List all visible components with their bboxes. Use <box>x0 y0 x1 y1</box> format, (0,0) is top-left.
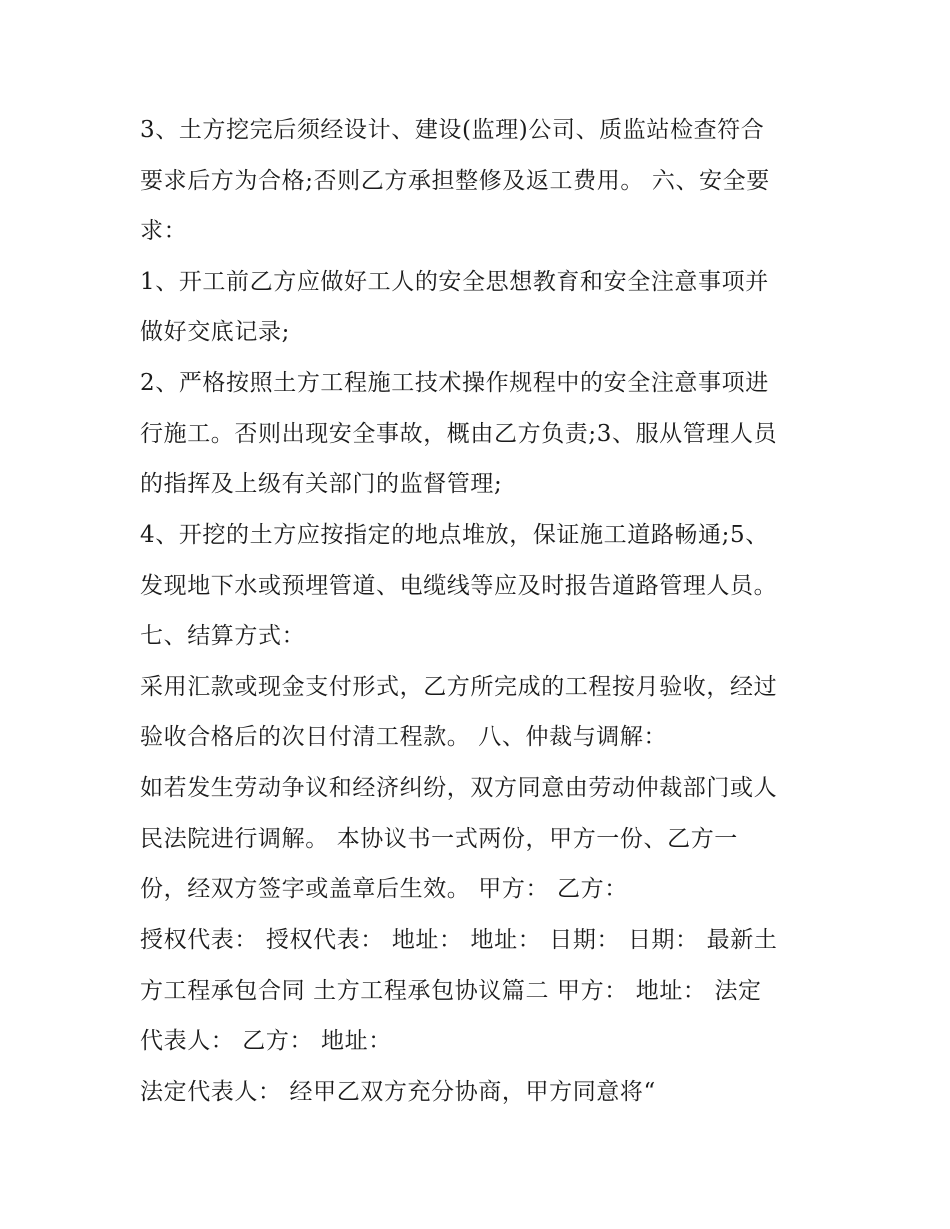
text-line: 要求后方为合格;否则乙方承担整修及返工费用。 六、安全要 <box>140 168 770 194</box>
text-line: 的指挥及上级有关部门的监督管理; <box>140 471 503 497</box>
text-line: 求： <box>140 218 188 244</box>
text-line: 采用汇款或现金支付形式，乙方所完成的工程按月验收，经过 <box>140 674 778 700</box>
text-line: 代表人： 乙方： 地址： <box>140 1028 392 1054</box>
text-line: 法定代表人： 经甲乙双方充分协商，甲方同意将“ <box>140 1079 656 1105</box>
text-line: 份，经双方签字或盖章后生效。 甲方： 乙方： <box>140 876 628 902</box>
text-line: 验收合格后的次日付清工程款。 八、仲裁与调解： <box>140 724 668 750</box>
text-line: 发现地下水或预埋管道、电缆线等应及时报告道路管理人员。 <box>140 573 778 599</box>
text-line: 方工程承包合同 土方工程承包协议篇二 甲方： 地址： 法定 <box>140 978 762 1004</box>
text-line: 做好交底记录; <box>140 319 290 345</box>
text-line: 授权代表： 授权代表： 地址： 地址： 日期： 日期： 最新土 <box>140 927 778 953</box>
text-line: 4、开挖的土方应按指定的地点堆放，保证施工道路畅通;5、 <box>140 522 769 548</box>
text-line: 民法院进行调解。 本协议书一式两份，甲方一份、乙方一 <box>140 826 738 852</box>
text-line: 七、结算方式： <box>140 623 306 649</box>
text-line: 如若发生劳动争议和经济纠纷，双方同意由劳动仲裁部门或人 <box>140 775 778 801</box>
text-line: 3、土方挖完后须经设计、建设(监理)公司、质监站检查符合 <box>140 117 765 143</box>
text-line: 行施工。否则出现安全事故，概由乙方负责;3、服从管理人员 <box>140 421 778 447</box>
text-line: 2、严格按照土方工程施工技术操作规程中的安全注意事项进 <box>140 370 769 396</box>
text-line: 1、开工前乙方应做好工人的安全思想教育和安全注意事项并 <box>140 269 769 295</box>
